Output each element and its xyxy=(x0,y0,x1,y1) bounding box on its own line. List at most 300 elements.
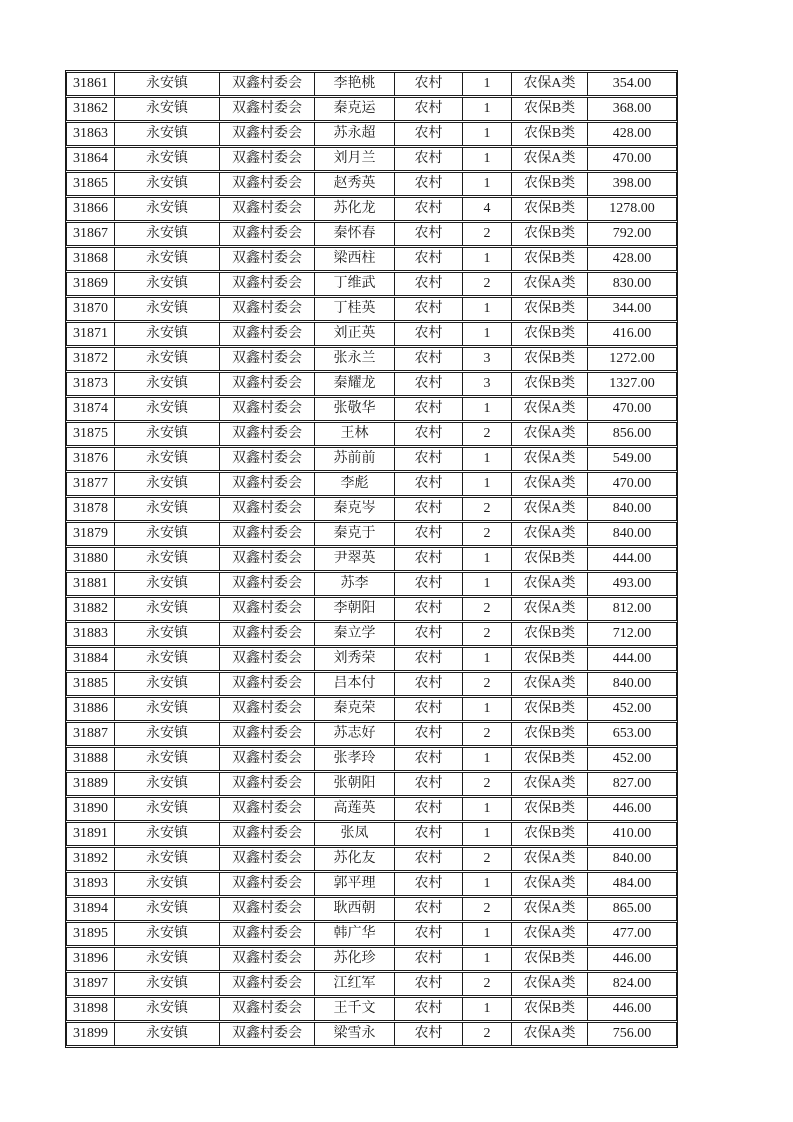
cell-count: 2 xyxy=(463,422,512,446)
table-row xyxy=(66,622,677,646)
table-row xyxy=(66,747,677,771)
cell-residence: 农村 xyxy=(395,672,463,696)
cell-amount: 470.00 xyxy=(588,397,677,421)
cell-residence: 农村 xyxy=(395,572,463,596)
table-row xyxy=(66,772,677,796)
cell-residence: 农村 xyxy=(395,472,463,496)
cell-residence: 农村 xyxy=(395,447,463,471)
cell-village: 双鑫村委会 xyxy=(220,422,315,446)
cell-amount: 477.00 xyxy=(588,922,677,946)
cell-count: 1 xyxy=(463,572,512,596)
cell-name: 刘正英 xyxy=(315,322,395,346)
cell-count: 2 xyxy=(463,772,512,796)
cell-amount: 1327.00 xyxy=(588,372,677,396)
table-row xyxy=(66,522,677,546)
cell-village: 双鑫村委会 xyxy=(220,522,315,546)
cell-name: 韩广华 xyxy=(315,922,395,946)
cell-residence: 农村 xyxy=(395,897,463,921)
cell-residence: 农村 xyxy=(395,922,463,946)
cell-count: 1 xyxy=(463,647,512,671)
cell-type: 农保B类 xyxy=(512,297,588,321)
cell-serial: 31877 xyxy=(66,472,115,496)
table-row xyxy=(66,372,677,396)
cell-type: 农保B类 xyxy=(512,97,588,121)
cell-type: 农保A类 xyxy=(512,497,588,521)
document-page-table-region xyxy=(65,70,678,1048)
cell-count: 1 xyxy=(463,397,512,421)
cell-residence: 农村 xyxy=(395,122,463,146)
cell-village: 双鑫村委会 xyxy=(220,722,315,746)
cell-town: 永安镇 xyxy=(115,1022,220,1046)
cell-village: 双鑫村委会 xyxy=(220,397,315,421)
cell-serial: 31890 xyxy=(66,797,115,821)
cell-serial: 31879 xyxy=(66,522,115,546)
cell-type: 农保B类 xyxy=(512,122,588,146)
cell-name: 张敬华 xyxy=(315,397,395,421)
table-row xyxy=(66,297,677,321)
table-row xyxy=(66,672,677,696)
cell-amount: 493.00 xyxy=(588,572,677,596)
cell-amount: 446.00 xyxy=(588,797,677,821)
cell-amount: 549.00 xyxy=(588,447,677,471)
cell-type: 农保A类 xyxy=(512,422,588,446)
cell-count: 1 xyxy=(463,747,512,771)
cell-count: 1 xyxy=(463,797,512,821)
cell-residence: 农村 xyxy=(395,597,463,621)
cell-town: 永安镇 xyxy=(115,197,220,221)
cell-amount: 444.00 xyxy=(588,647,677,671)
cell-town: 永安镇 xyxy=(115,97,220,121)
cell-village: 双鑫村委会 xyxy=(220,222,315,246)
cell-name: 王千文 xyxy=(315,997,395,1021)
cell-amount: 756.00 xyxy=(588,1022,677,1046)
cell-type: 农保B类 xyxy=(512,697,588,721)
cell-name: 梁西柱 xyxy=(315,247,395,271)
cell-amount: 840.00 xyxy=(588,497,677,521)
cell-residence: 农村 xyxy=(395,697,463,721)
cell-residence: 农村 xyxy=(395,547,463,571)
cell-residence: 农村 xyxy=(395,747,463,771)
table-row xyxy=(66,122,677,146)
cell-count: 2 xyxy=(463,597,512,621)
cell-name: 耿西朝 xyxy=(315,897,395,921)
cell-name: 苏化友 xyxy=(315,847,395,871)
cell-type: 农保A类 xyxy=(512,597,588,621)
cell-serial: 31894 xyxy=(66,897,115,921)
cell-residence: 农村 xyxy=(395,997,463,1021)
table-row xyxy=(66,597,677,621)
cell-name: 王林 xyxy=(315,422,395,446)
cell-count: 2 xyxy=(463,522,512,546)
cell-amount: 840.00 xyxy=(588,672,677,696)
cell-town: 永安镇 xyxy=(115,772,220,796)
table-row xyxy=(66,922,677,946)
cell-village: 双鑫村委会 xyxy=(220,322,315,346)
cell-type: 农保B类 xyxy=(512,197,588,221)
cell-name: 张孝玲 xyxy=(315,747,395,771)
cell-village: 双鑫村委会 xyxy=(220,372,315,396)
cell-name: 苏志好 xyxy=(315,722,395,746)
cell-name: 苏永超 xyxy=(315,122,395,146)
cell-count: 1 xyxy=(463,97,512,121)
cell-serial: 31861 xyxy=(66,72,115,96)
cell-amount: 840.00 xyxy=(588,522,677,546)
cell-serial: 31891 xyxy=(66,822,115,846)
cell-amount: 416.00 xyxy=(588,322,677,346)
cell-amount: 470.00 xyxy=(588,472,677,496)
cell-town: 永安镇 xyxy=(115,547,220,571)
cell-serial: 31893 xyxy=(66,872,115,896)
cell-name: 江红军 xyxy=(315,972,395,996)
cell-village: 双鑫村委会 xyxy=(220,797,315,821)
cell-amount: 865.00 xyxy=(588,897,677,921)
cell-village: 双鑫村委会 xyxy=(220,122,315,146)
cell-serial: 31874 xyxy=(66,397,115,421)
table-row xyxy=(66,1022,677,1046)
cell-type: 农保A类 xyxy=(512,472,588,496)
cell-name: 刘秀荣 xyxy=(315,647,395,671)
cell-amount: 354.00 xyxy=(588,72,677,96)
cell-count: 2 xyxy=(463,897,512,921)
cell-town: 永安镇 xyxy=(115,572,220,596)
cell-serial: 31869 xyxy=(66,272,115,296)
cell-type: 农保B类 xyxy=(512,322,588,346)
cell-count: 1 xyxy=(463,447,512,471)
cell-count: 1 xyxy=(463,922,512,946)
cell-residence: 农村 xyxy=(395,97,463,121)
table-row xyxy=(66,497,677,521)
cell-count: 2 xyxy=(463,272,512,296)
cell-village: 双鑫村委会 xyxy=(220,347,315,371)
cell-village: 双鑫村委会 xyxy=(220,847,315,871)
cell-name: 秦怀春 xyxy=(315,222,395,246)
table-row xyxy=(66,347,677,371)
table-row xyxy=(66,697,677,721)
cell-type: 农保A类 xyxy=(512,972,588,996)
cell-amount: 470.00 xyxy=(588,147,677,171)
cell-count: 1 xyxy=(463,697,512,721)
cell-village: 双鑫村委会 xyxy=(220,497,315,521)
cell-type: 农保A类 xyxy=(512,1022,588,1046)
cell-village: 双鑫村委会 xyxy=(220,247,315,271)
cell-town: 永安镇 xyxy=(115,122,220,146)
cell-village: 双鑫村委会 xyxy=(220,97,315,121)
cell-count: 2 xyxy=(463,1022,512,1046)
cell-amount: 452.00 xyxy=(588,747,677,771)
cell-count: 2 xyxy=(463,497,512,521)
cell-town: 永安镇 xyxy=(115,922,220,946)
cell-serial: 31882 xyxy=(66,597,115,621)
cell-village: 双鑫村委会 xyxy=(220,972,315,996)
cell-town: 永安镇 xyxy=(115,647,220,671)
cell-count: 2 xyxy=(463,672,512,696)
cell-amount: 344.00 xyxy=(588,297,677,321)
cell-count: 2 xyxy=(463,222,512,246)
cell-village: 双鑫村委会 xyxy=(220,747,315,771)
cell-serial: 31863 xyxy=(66,122,115,146)
cell-residence: 农村 xyxy=(395,422,463,446)
cell-town: 永安镇 xyxy=(115,622,220,646)
cell-town: 永安镇 xyxy=(115,522,220,546)
cell-town: 永安镇 xyxy=(115,272,220,296)
cell-town: 永安镇 xyxy=(115,172,220,196)
table-row xyxy=(66,222,677,246)
cell-village: 双鑫村委会 xyxy=(220,822,315,846)
cell-residence: 农村 xyxy=(395,1022,463,1046)
cell-serial: 31870 xyxy=(66,297,115,321)
cell-village: 双鑫村委会 xyxy=(220,572,315,596)
cell-name: 秦克于 xyxy=(315,522,395,546)
cell-residence: 农村 xyxy=(395,772,463,796)
table-row xyxy=(66,972,677,996)
cell-serial: 31871 xyxy=(66,322,115,346)
table-row xyxy=(66,147,677,171)
cell-village: 双鑫村委会 xyxy=(220,697,315,721)
cell-residence: 农村 xyxy=(395,797,463,821)
cell-serial: 31880 xyxy=(66,547,115,571)
cell-name: 吕本付 xyxy=(315,672,395,696)
cell-count: 1 xyxy=(463,172,512,196)
cell-residence: 农村 xyxy=(395,272,463,296)
table-row xyxy=(66,247,677,271)
cell-serial: 31895 xyxy=(66,922,115,946)
cell-town: 永安镇 xyxy=(115,397,220,421)
cell-amount: 653.00 xyxy=(588,722,677,746)
cell-village: 双鑫村委会 xyxy=(220,597,315,621)
cell-town: 永安镇 xyxy=(115,497,220,521)
table-row xyxy=(66,872,677,896)
cell-residence: 农村 xyxy=(395,947,463,971)
cell-village: 双鑫村委会 xyxy=(220,547,315,571)
cell-count: 2 xyxy=(463,972,512,996)
cell-serial: 31898 xyxy=(66,997,115,1021)
cell-count: 1 xyxy=(463,472,512,496)
cell-type: 农保A类 xyxy=(512,272,588,296)
cell-village: 双鑫村委会 xyxy=(220,447,315,471)
cell-serial: 31892 xyxy=(66,847,115,871)
cell-amount: 856.00 xyxy=(588,422,677,446)
cell-residence: 农村 xyxy=(395,197,463,221)
cell-amount: 446.00 xyxy=(588,947,677,971)
cell-town: 永安镇 xyxy=(115,422,220,446)
cell-serial: 31866 xyxy=(66,197,115,221)
cell-serial: 31875 xyxy=(66,422,115,446)
cell-residence: 农村 xyxy=(395,72,463,96)
cell-serial: 31864 xyxy=(66,147,115,171)
cell-count: 1 xyxy=(463,947,512,971)
cell-residence: 农村 xyxy=(395,372,463,396)
cell-town: 永安镇 xyxy=(115,247,220,271)
cell-count: 2 xyxy=(463,722,512,746)
cell-name: 丁桂英 xyxy=(315,297,395,321)
cell-name: 张永兰 xyxy=(315,347,395,371)
cell-serial: 31887 xyxy=(66,722,115,746)
cell-village: 双鑫村委会 xyxy=(220,997,315,1021)
cell-village: 双鑫村委会 xyxy=(220,872,315,896)
cell-name: 张凤 xyxy=(315,822,395,846)
cell-type: 农保B类 xyxy=(512,372,588,396)
cell-name: 秦克岑 xyxy=(315,497,395,521)
cell-serial: 31885 xyxy=(66,672,115,696)
cell-amount: 484.00 xyxy=(588,872,677,896)
cell-count: 1 xyxy=(463,997,512,1021)
cell-name: 刘月兰 xyxy=(315,147,395,171)
cell-type: 农保A类 xyxy=(512,772,588,796)
table-row xyxy=(66,722,677,746)
cell-count: 1 xyxy=(463,122,512,146)
cell-serial: 31872 xyxy=(66,347,115,371)
cell-residence: 农村 xyxy=(395,247,463,271)
cell-amount: 446.00 xyxy=(588,997,677,1021)
cell-serial: 31888 xyxy=(66,747,115,771)
cell-name: 赵秀英 xyxy=(315,172,395,196)
insurance-payment-table xyxy=(66,71,677,1047)
cell-village: 双鑫村委会 xyxy=(220,897,315,921)
cell-town: 永安镇 xyxy=(115,597,220,621)
cell-name: 苏化龙 xyxy=(315,197,395,221)
cell-type: 农保B类 xyxy=(512,247,588,271)
cell-village: 双鑫村委会 xyxy=(220,147,315,171)
cell-town: 永安镇 xyxy=(115,672,220,696)
cell-village: 双鑫村委会 xyxy=(220,647,315,671)
cell-type: 农保A类 xyxy=(512,447,588,471)
cell-town: 永安镇 xyxy=(115,472,220,496)
cell-serial: 31881 xyxy=(66,572,115,596)
cell-type: 农保A类 xyxy=(512,922,588,946)
table-row xyxy=(66,97,677,121)
cell-residence: 农村 xyxy=(395,497,463,521)
cell-type: 农保A类 xyxy=(512,672,588,696)
cell-town: 永安镇 xyxy=(115,872,220,896)
cell-town: 永安镇 xyxy=(115,722,220,746)
cell-name: 苏李 xyxy=(315,572,395,596)
cell-town: 永安镇 xyxy=(115,947,220,971)
cell-village: 双鑫村委会 xyxy=(220,622,315,646)
cell-name: 秦克运 xyxy=(315,97,395,121)
table-row xyxy=(66,897,677,921)
cell-town: 永安镇 xyxy=(115,847,220,871)
cell-town: 永安镇 xyxy=(115,747,220,771)
table-row xyxy=(66,447,677,471)
cell-village: 双鑫村委会 xyxy=(220,297,315,321)
cell-serial: 31897 xyxy=(66,972,115,996)
cell-serial: 31886 xyxy=(66,697,115,721)
cell-type: 农保A类 xyxy=(512,897,588,921)
cell-village: 双鑫村委会 xyxy=(220,772,315,796)
cell-residence: 农村 xyxy=(395,722,463,746)
cell-amount: 1272.00 xyxy=(588,347,677,371)
cell-village: 双鑫村委会 xyxy=(220,172,315,196)
table-row xyxy=(66,822,677,846)
cell-type: 农保A类 xyxy=(512,522,588,546)
cell-serial: 31896 xyxy=(66,947,115,971)
table-row xyxy=(66,72,677,96)
cell-town: 永安镇 xyxy=(115,222,220,246)
cell-name: 苏化珍 xyxy=(315,947,395,971)
cell-town: 永安镇 xyxy=(115,347,220,371)
cell-serial: 31867 xyxy=(66,222,115,246)
table-row xyxy=(66,572,677,596)
cell-amount: 410.00 xyxy=(588,822,677,846)
cell-type: 农保A类 xyxy=(512,72,588,96)
cell-town: 永安镇 xyxy=(115,897,220,921)
cell-name: 李艳桃 xyxy=(315,72,395,96)
cell-serial: 31899 xyxy=(66,1022,115,1046)
cell-amount: 452.00 xyxy=(588,697,677,721)
table-row xyxy=(66,797,677,821)
table-row xyxy=(66,997,677,1021)
cell-name: 丁维武 xyxy=(315,272,395,296)
cell-type: 农保B类 xyxy=(512,822,588,846)
cell-residence: 农村 xyxy=(395,322,463,346)
table-row xyxy=(66,647,677,671)
cell-name: 秦耀龙 xyxy=(315,372,395,396)
cell-town: 永安镇 xyxy=(115,372,220,396)
cell-residence: 农村 xyxy=(395,872,463,896)
table-row xyxy=(66,472,677,496)
cell-count: 1 xyxy=(463,547,512,571)
cell-town: 永安镇 xyxy=(115,447,220,471)
table-row xyxy=(66,397,677,421)
cell-name: 张朝阳 xyxy=(315,772,395,796)
table-row xyxy=(66,197,677,221)
cell-residence: 农村 xyxy=(395,847,463,871)
cell-amount: 428.00 xyxy=(588,122,677,146)
cell-amount: 824.00 xyxy=(588,972,677,996)
cell-residence: 农村 xyxy=(395,522,463,546)
cell-town: 永安镇 xyxy=(115,697,220,721)
cell-type: 农保B类 xyxy=(512,747,588,771)
table-row xyxy=(66,847,677,871)
cell-count: 1 xyxy=(463,822,512,846)
cell-type: 农保B类 xyxy=(512,647,588,671)
cell-town: 永安镇 xyxy=(115,322,220,346)
cell-residence: 农村 xyxy=(395,297,463,321)
cell-name: 郭平理 xyxy=(315,872,395,896)
cell-amount: 812.00 xyxy=(588,597,677,621)
table-row xyxy=(66,547,677,571)
cell-residence: 农村 xyxy=(395,147,463,171)
cell-residence: 农村 xyxy=(395,822,463,846)
cell-name: 秦立学 xyxy=(315,622,395,646)
cell-name: 李朝阳 xyxy=(315,597,395,621)
cell-type: 农保A类 xyxy=(512,872,588,896)
cell-amount: 428.00 xyxy=(588,247,677,271)
cell-count: 3 xyxy=(463,372,512,396)
cell-type: 农保B类 xyxy=(512,997,588,1021)
cell-residence: 农村 xyxy=(395,622,463,646)
cell-residence: 农村 xyxy=(395,397,463,421)
cell-type: 农保B类 xyxy=(512,622,588,646)
cell-residence: 农村 xyxy=(395,647,463,671)
cell-amount: 398.00 xyxy=(588,172,677,196)
cell-count: 2 xyxy=(463,847,512,871)
cell-amount: 444.00 xyxy=(588,547,677,571)
cell-town: 永安镇 xyxy=(115,822,220,846)
cell-count: 2 xyxy=(463,622,512,646)
cell-type: 农保A类 xyxy=(512,397,588,421)
cell-name: 秦克荣 xyxy=(315,697,395,721)
cell-residence: 农村 xyxy=(395,222,463,246)
cell-count: 1 xyxy=(463,247,512,271)
cell-type: 农保B类 xyxy=(512,797,588,821)
table-row xyxy=(66,172,677,196)
cell-count: 1 xyxy=(463,297,512,321)
cell-residence: 农村 xyxy=(395,172,463,196)
cell-amount: 840.00 xyxy=(588,847,677,871)
cell-serial: 31865 xyxy=(66,172,115,196)
cell-count: 1 xyxy=(463,72,512,96)
